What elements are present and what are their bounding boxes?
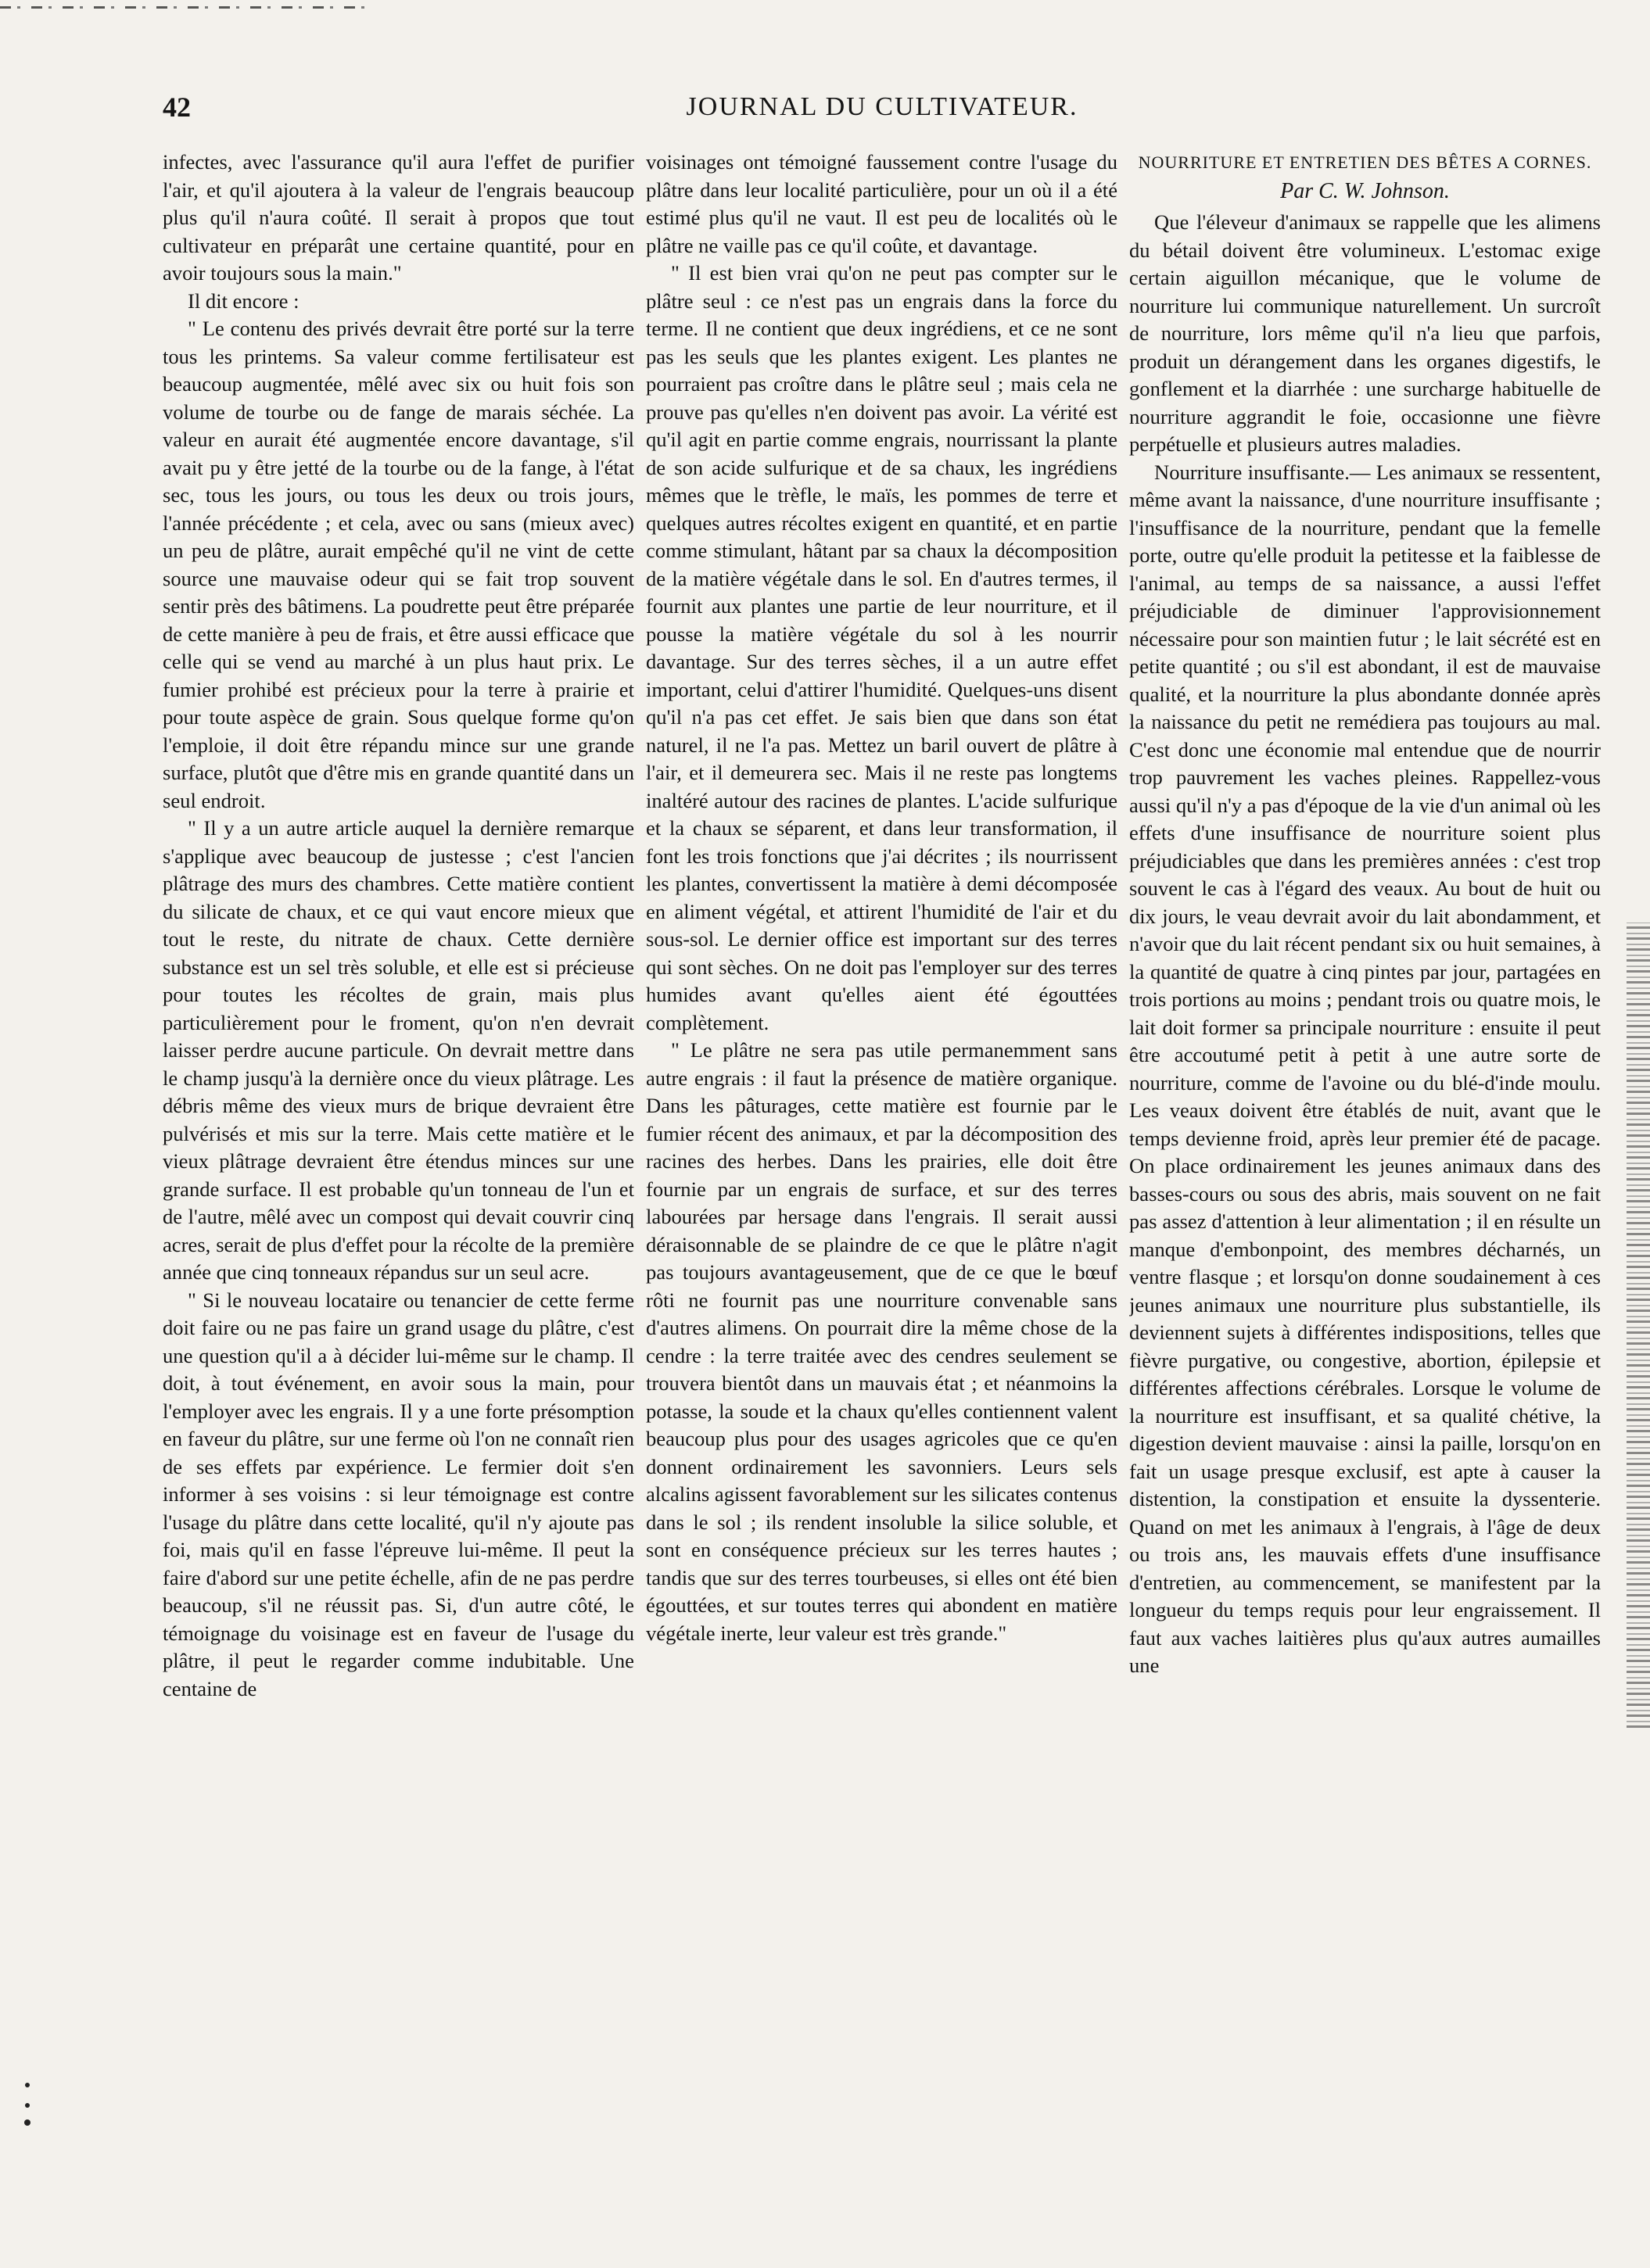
column-1 <box>163 149 634 2169</box>
article-byline: Par C. W. Johnson. <box>1280 179 1450 203</box>
paragraph: infectes, avec l'assurance qu'il aura l'effet de purifier l'air, et qu'il ajoutera à la valeur de l'engrais beaucoup plus qu'il n'aura coûté. Il serait à propos que tout cultivateur en préparât une certaine quantité, pour en avoir toujours sous la main." <box>163 150 634 285</box>
paragraph: voisinages ont témoigné faussement contre l'usage du plâtre dans leur localité particulière, pour un où il a été estimé plus qu'il ne vaut. Il est peu de localités où le plâtre ne vaille pas ce qu'il coûte, et davantage. <box>646 150 1117 257</box>
paragraph: " Le plâtre ne sera pas utile permanemment sans autre engrais : il faut la présence de matière organique. Dans les pâturages, cette matière est fournie par le fumier récent des animaux, et par la décomposition des racines des herbes. Dans les prairies, elle doit être fournie par un engrais de surface, et sur des terres labourées par hersage dans l'engrais. Il serait aussi déraisonnable de se plaindre de ce que le plâtre n'agit pas toujours avantageusement, que de ce que le bœuf rôti ne fournit pas une nourriture convenable sans d'autres alimens. On pourrait dire la même chose de la cendre : la terre traitée avec des cendres seulement se trouvera bientôt dans un mauvais état ; et néanmoins la potasse, la soude et la chaux qu'elles contiennent valent beaucoup plus pour des usages agricoles que ce qu'en donnent ordinairement les savonniers. Leurs sels alcalins agissent favorablement sur les silicates contenus dans le sol ; ils rendent insoluble la silice soluble, et sont en conséquence précieux sur les terres hautes ; tandis que sur des terres tourbeuses, si elles ont été bien égouttées, et sur toutes terres qui abondent en matière végétale inerte, leur valeur est très grande." <box>646 1038 1117 1645</box>
paragraph: Nourriture insuffisante.— Les animaux se ressentent, même avant la naissance, d'une nourriture insuffisante ; l'insuffisance de la nourriture, pendant que la femelle porte, outre qu'elle produit la petitesse et la faiblesse de l'animal, au temps de sa naissance, a aussi l'effet préjudiciable de diminuer l'approvisionnement nécessaire pour son maintien futur ; le lait sécrété est en petite quantité ; ou s'il est abondant, il est de mauvaise qualité, et la nourriture la plus abondante donnée après la naissance du petit ne remédiera pas toujours au mal. C'est donc une économie mal entendue que de nourrir trop pauvrement les vaches pleines. Rappellez-vous aussi qu'il n'y a pas d'époque de la vie d'un animal où les effets d'une insuffisance de nourriture soient plus préjudiciables que dans les premières années : c'est trop souvent le cas à l'égard des veaux. Au bout de huit ou dix jours, le veau devrait avoir du lait abondamment, et n'avoir que du lait récent pendant six ou huit semaines, à la quantité de quatre à cinq pintes par jour, partagées en trois portions au moins ; pendant trois ou quatre mois, le lait doit former sa principale nourriture : ensuite il peut être accoutumé petit à petit à une autre sorte de nourriture, comme de l'avoine ou du blé-d'inde moulu. Les veaux doivent être établés de nuit, avant que le temps devienne froid, après leur premier été de pacage. On place ordinairement les jeunes animaux dans des basses-cours ou sous des abris, mais souvent on ne fait pas assez d'attention à leur alimentation ; il en résulte un manque d'embonpoint, des membres décharnés, un ventre flasque ; et lorsqu'on donne soudainement à ces jeunes animaux une nourriture plus substantielle, ils deviennent sujets à différentes indispositions, telles que fièvre purgative, ou congestive, abortion, épilepsie et différentes affections cérébrales. Lorsque le volume de la nourriture est insuffisant, et sa qualité chétive, la digestion devient mauvaise : ainsi la paille, lorsqu'on en fait un usage presque exclusif, est apte à causer la distention, la constipation et ensuite la dyssenterie. Quand on met les animaux à l'engrais, à l'âge de deux ou trois ans, les mauvais effets d'une insuffisance d'entretien, au commencement, se manifestent par la longueur du temps requis pour leur engraissement. Il faut aux vaches laitières plus qu'aux autres aumailles une <box>1129 460 1601 1677</box>
paragraph: " Le contenu des privés devrait être porté sur la terre tous les printems. Sa valeur comme fertilisateur est beaucoup augmentée, mêlé avec six ou huit fois son volume de tourbe ou de fange de marais séchée. La valeur en aurait été augmentée encore davantage, s'il avait pu y être jetté de la tourbe ou de la fange, à l'état sec, tous les jours, ou tous les deux ou trois jours, l'année précédente ; et cela, avec ou sans (mieux avec) un peu de plâtre, aurait empêché qu'il ne vint de cette source une mauvaise odeur qui se fait trop souvent sentir près des bâtimens. La poudrette peut être préparée de cette manière à peu de frais, et être aussi efficace que celle qui se vend au marché à un plus haut prix. Le fumier prohibé est précieux pour la terre à prairie et pour toute aspèce de grain. Sous quelque forme qu'on l'emploie, il doit être répandu mince sur une grande surface, plutôt que d'être mis en grande quantité dans un seul endroit. <box>163 317 634 812</box>
paragraph: " Il est bien vrai qu'on ne peut pas compter sur le plâtre seul : ce n'est pas un engrais dans la force du terme. Il ne contient que deux ingrédiens, et ce ne sont pas les seuls que les plantes exigent. Les plantes ne pourraient pas croître dans le plâtre seul ; mais cela ne prouve pas qu'elles n'en doivent pas avoir. La vérité est qu'il agit en partie comme engrais, nourrissant la plante de son acide sulfurique et de sa chaux, les ingrédiens mêmes que le trèfle, le maïs, les pommes de terre et quelques autres récoltes exigent en quantité, et en partie comme stimulant, hâtant par sa chaux la décomposition de la matière végétale dans le sol. En d'autres termes, il fournit aux plantes une partie de leur nourriture, et il pousse la matière végétale du sol à les nourrir davantage. Sur des terres sèches, il a un autre effet important, celui d'attirer l'humidité. Quelques-uns disent qu'il n'a pas cet effet. Je sais bien que dans son état naturel, il ne l'a pas. Mettez un baril ouvert de plâtre à l'air, et il demeurera sec. Mais il ne reste pas longtems inaltéré autour des racines de plantes. L'acide sulfurique et la chaux se séparent, et dans leur transformation, il font les trois fonctions que j'ai décrites ; ils nourrissent les plantes, convertissent la matière à demi décomposée en aliment végétal, et attirent l'humidité de l'air et du sous-sol. Le dernier office est important sur des terres qui sont sèches. On ne doit pas l'employer sur des terres humides avant qu'elles aient été égouttées complètement. <box>646 261 1117 1034</box>
scan-artifact-edge <box>1627 923 1650 1728</box>
column-3 <box>1129 149 1601 2169</box>
text-columns <box>163 149 1602 2169</box>
paragraph: " Il y a un autre article auquel la dernière remarque s'applique avec beaucoup de justesse ; c'est l'ancien plâtrage des murs des chambres. Cette matière contient du silicate de chaux, et ce qui vaut encore mieux que tout le reste, du nitrate de chaux. Cette dernière substance est un sel très soluble, et elle est si précieuse pour toutes les récoltes de grain, mais plus particulièrement pour le froment, qu'on n'en devrait laisser perdre aucune particule. On devrait mettre dans le champ jusqu'à la dernière once du vieux plâtrage. Les débris même des vieux murs de brique devraient être pulvérisés et mis sur la terre. Mais cette matière et le vieux plâtrage devraient être étendus minces sur une grande surface. Il est probable qu'un tonneau de l'un et de l'autre, mêlé avec un compost qui devait couvrir cinq acres, serait de plus d'effet pour la récolte de la première année que cinq tonneaux répandus sur un seul acre. <box>163 816 634 1284</box>
article-title: NOURRITURE ET ENTRETIEN DES BÊTES A CORNES. <box>1138 152 1592 172</box>
paragraph: " Si le nouveau locataire ou tenancier de cette ferme doit faire ou ne pas faire un grand usage du plâtre, c'est une question qu'il a à décider lui-même sur le champ. Il doit, à tout événement, en avoir sous la main, pour l'employer avec les engrais. Il y a une forte présomption en faveur du plâtre, sur une ferme où l'on ne connaît rien de ses effets par expérience. Le fermier doit s'en informer à ses voisins : si leur témoignage est contre l'usage du plâtre dans cette localité, qu'il n'y ajoute pas foi, mais qu'il en fasse l'épreuve lui-même. Il peut la faire d'abord sur une petite échelle, afin de ne pas perdre beaucoup, s'il ne réussit pas. Si, d'un autre côté, le témoignage du voisinage est en faveur de l'usage du plâtre, il peut le regarder comme indubitable. Une centaine de <box>163 1288 634 1700</box>
paragraph: Il dit encore : <box>188 288 300 313</box>
paragraph: Que l'éleveur d'animaux se rappelle que les alimens du bétail doivent être volumineux. L'estomac exige certain aiguillon mécanique, que le volume de nourriture lui communique naturellement. Un surcroît de nourriture, lors même qu'il n'a lieu que parfois, produit un dérangement dans les organes digestifs, le gonflement et la diarrhée : une surcharge habituelle de nourriture aggrandit le foie, occasionne une fièvre perpétuelle et plusieurs autres maladies. <box>1129 210 1601 456</box>
scan-artifact-top <box>0 6 375 9</box>
margin-dots <box>23 2080 31 2127</box>
page-number: 42 <box>163 91 191 123</box>
running-title: JOURNAL DU CULTIVATEUR. <box>686 92 1078 121</box>
column-2 <box>646 149 1117 2169</box>
page-header <box>163 88 1602 127</box>
